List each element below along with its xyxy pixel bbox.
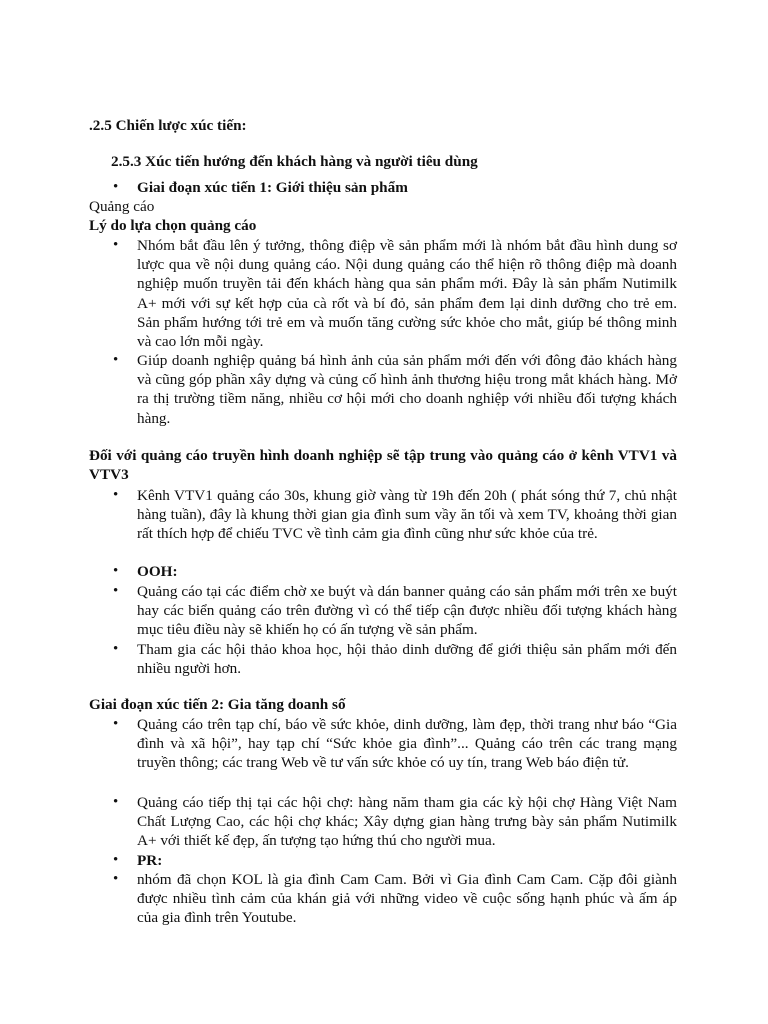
- reason-title: Lý do lựa chọn quảng cáo: [89, 217, 257, 234]
- stage1-title: Giai đoạn xúc tiến 1: Giới thiệu sản phẩm: [137, 179, 408, 196]
- bullet-icon: •: [113, 794, 119, 810]
- pr-label: PR:: [137, 852, 163, 869]
- stage2-title: Giai đoạn xúc tiến 2: Gia tăng doanh số: [89, 696, 346, 713]
- tv-title: Đối với quảng cáo truyền hình doanh nghiệp sẽ tập trung vào quảng cáo ở kênh VTV1 và VTV3: [89, 447, 677, 484]
- tv-item: Tham gia các hội thảo khoa học, hội thảo dinh dưỡng để giới thiệu sản phẩm mới đến nhiều người hơn.: [137, 641, 677, 678]
- stage2-item: Quảng cáo tiếp thị tại các hội chợ: hàng năm tham gia các kỳ hội chợ Hàng Việt Nam Chất Lượng Cao, các hội chợ khác; Xây dựng gian hàng trưng bày sản phẩm Nutimilk A+ với thiết kế đẹp, ấn tượng tạo hứng thú cho người mua.: [137, 794, 677, 850]
- label-quang-cao: Quảng cáo: [89, 198, 155, 215]
- tv-item: Kênh VTV1 quảng cáo 30s, khung giờ vàng từ 19h đến 20h ( phát sóng thứ 7, chủ nhật hàng tuần), đây là khung thời gian gia đình sum vầy ăn tối và xem TV, khoảng thời gian rất thích hợp để chiếu TVC về tình cảm gia đình cũng như sức khỏe của trẻ.: [137, 487, 677, 543]
- bullet-icon: •: [113, 563, 119, 579]
- stage2-item: nhóm đã chọn KOL là gia đình Cam Cam. Bởi vì Gia đình Cam Cam. Cặp đôi giành được nhiều tình cảm của khán giả với những video về cuộc sống hạnh phúc và ấm áp của gia đình trên Youtube.: [137, 871, 677, 927]
- reason-item: Giúp doanh nghiệp quảng bá hình ảnh của sản phẩm mới đến với đông đảo khách hàng và cũng góp phần xây dựng và củng cố hình ảnh thương hiệu trong mắt khách hàng. Mở ra thị trường tiềm năng, nhiều cơ hội mới cho doanh nghiệp với nhiều đối tượng khách hàng.: [137, 352, 677, 427]
- bullet-icon: •: [113, 179, 119, 195]
- bullet-icon: •: [113, 641, 119, 657]
- tv-item: Quảng cáo tại các điểm chờ xe buýt và dán banner quảng cáo sản phẩm mới trên xe buýt hay các biển quảng cáo trên đường vì có thể tiếp cận được nhiều đối tượng khách hàng mục tiêu điều này sẽ khiến họ có ấn tượng về sản phẩm.: [137, 583, 677, 639]
- bullet-icon: •: [113, 583, 119, 599]
- bullet-icon: •: [113, 852, 119, 868]
- bullet-icon: •: [113, 487, 119, 503]
- bullet-icon: •: [113, 352, 119, 368]
- section-heading-2-5-3: 2.5.3 Xúc tiến hướng đến khách hàng và người tiêu dùng: [111, 153, 478, 170]
- reason-item: Nhóm bắt đầu lên ý tưởng, thông điệp về sản phẩm mới là nhóm bắt đầu hình dung sơ lược qua về nội dung quảng cáo. Nội dung quảng cáo thể hiện rõ thông điệp mà doanh nghiệp muốn truyền tải đến khách hàng qua sản phẩm mới. Đây là sản phẩm Nutimilk A+ mới với sự kết hợp của cà rốt và bí đỏ, sản phẩm đem lại dinh dưỡng cho trẻ em. Sản phẩm hướng tới trẻ em và muốn tăng cường sức khỏe cho mắt, giúp bé thông minh và cao lớn mỗi ngày.: [137, 237, 677, 351]
- stage2-item: Quảng cáo trên tạp chí, báo về sức khỏe, dinh dưỡng, làm đẹp, thời trang như báo “Gia đình và xã hội”, hay tạp chí “Sức khỏe gia đình”... Quảng cáo trên các trang mạng truyền thông; các trang Web về tư vấn sức khỏe có uy tín, trang Web báo điện tử.: [137, 716, 677, 772]
- bullet-icon: •: [113, 871, 119, 887]
- bullet-icon: •: [113, 716, 119, 732]
- ooh-label: OOH:: [137, 563, 178, 580]
- section-heading-2-5: .2.5 Chiến lược xúc tiến:: [89, 117, 247, 134]
- bullet-icon: •: [113, 237, 119, 253]
